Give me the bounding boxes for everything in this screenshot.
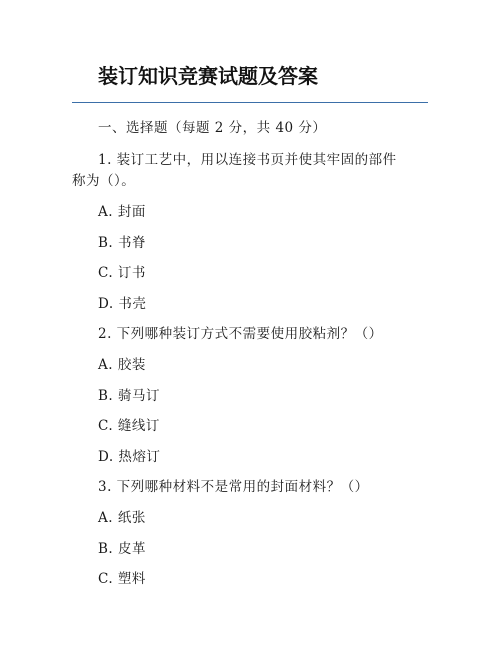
question-2-option-c: C. 缝线订 xyxy=(98,418,160,434)
question-3-option-b: B. 皮革 xyxy=(98,541,147,557)
question-2-option-a: A. 胶装 xyxy=(98,357,146,373)
question-3-option-a: A. 纸张 xyxy=(98,510,146,526)
question-2-line-1: 2. 下列哪种装订方式不需要使用胶粘剂？（） xyxy=(98,326,383,342)
section-heading: 一、选择题（每题 2 分，共 40 分） xyxy=(98,120,327,136)
question-1-option-a: A. 封面 xyxy=(98,204,146,220)
question-1-line-1: 1. 装订工艺中，用以连接书页并使其牢固的部件 xyxy=(98,152,397,168)
document-title: 装订知识竞赛试题及答案 xyxy=(98,64,318,88)
question-1-line-2: 称为（）。 xyxy=(72,173,136,189)
question-2-option-b: B. 骑马订 xyxy=(98,388,161,404)
title-underline xyxy=(72,102,428,103)
question-1-option-c: C. 订书 xyxy=(98,265,146,281)
question-3-line-1: 3. 下列哪种材料不是常用的封面材料？（） xyxy=(98,479,369,495)
question-2-option-d: D. 热熔订 xyxy=(98,449,161,465)
question-3-option-c: C. 塑料 xyxy=(98,571,146,587)
question-1-option-d: D. 书壳 xyxy=(98,296,147,312)
question-1-option-b: B. 书脊 xyxy=(98,235,147,251)
